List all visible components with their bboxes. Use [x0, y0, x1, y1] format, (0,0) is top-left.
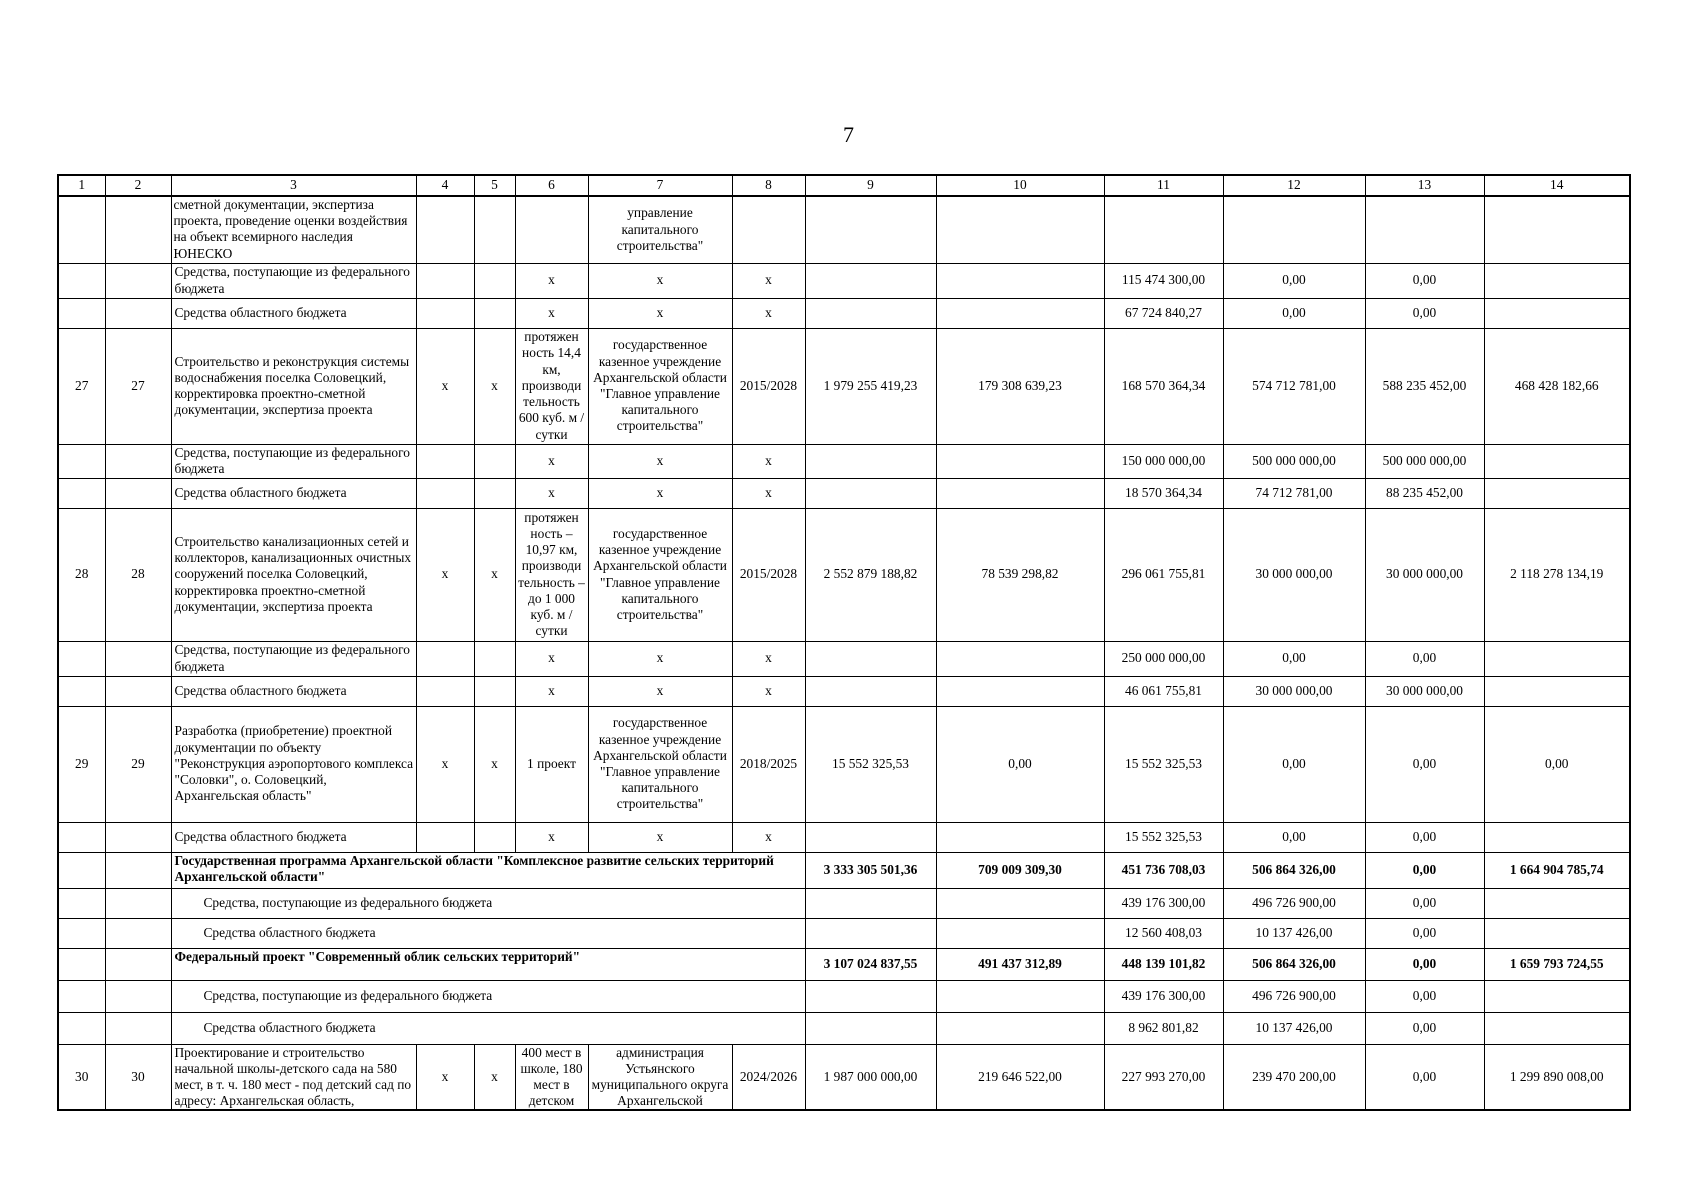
table-cell-col7: x — [588, 263, 732, 298]
table-cell-col2: 28 — [105, 508, 171, 641]
table-cell-col13: 0,00 — [1365, 980, 1484, 1012]
table-header-row — [58, 175, 1630, 196]
table-cell-col1 — [58, 196, 105, 263]
table-cell-col1 — [58, 948, 105, 980]
table-cell-col10 — [936, 822, 1104, 852]
table-cell-col9 — [805, 444, 936, 478]
table-cell-col11: 12 560 408,03 — [1104, 918, 1223, 948]
table-cell-col10: 179 308 639,23 — [936, 328, 1104, 444]
summary-row — [58, 918, 1630, 948]
table-row — [58, 444, 1630, 478]
table-cell-col3: сметной документации, экспертиза проекта, проведение оценки воздействия на объект всемирного наследия ЮНЕСКО — [171, 196, 416, 263]
table-cell-col13: 0,00 — [1365, 888, 1484, 918]
table-cell-col2: 27 — [105, 328, 171, 444]
table-cell-col2 — [105, 888, 171, 918]
table-cell-col1 — [58, 641, 105, 676]
table-cell-col3: Строительство канализационных сетей и коллекторов, канализационных очистных сооружений поселка Соловецкий, корректировка проектно-сметной документации, экспертиза проекта — [171, 508, 416, 641]
table-cell-col9 — [805, 478, 936, 508]
table-cell-col13: 0,00 — [1365, 1012, 1484, 1044]
table-cell-col2 — [105, 478, 171, 508]
table-cell-col1 — [58, 263, 105, 298]
table-cell-col9: 15 552 325,53 — [805, 706, 936, 822]
table-cell-col2 — [105, 676, 171, 706]
table-row — [58, 641, 1630, 676]
table-cell-col11: 18 570 364,34 — [1104, 478, 1223, 508]
summary-label: Федеральный проект "Современный облик сельских территорий" — [171, 948, 805, 980]
table-cell-col7: государственное казенное учреждение Архангельской области "Главное управление капитального строительства" — [588, 328, 732, 444]
table-cell-col11: 46 061 755,81 — [1104, 676, 1223, 706]
table-cell-col9: 1 979 255 419,23 — [805, 328, 936, 444]
page-number: 7 — [843, 122, 854, 147]
table-cell-col4 — [416, 822, 474, 852]
table-cell-col10 — [936, 888, 1104, 918]
table-cell-col13: 0,00 — [1365, 706, 1484, 822]
column-header: 8 — [732, 175, 805, 196]
table-cell-col14 — [1484, 888, 1630, 918]
table-cell-col2 — [105, 918, 171, 948]
table-cell-col12: 0,00 — [1223, 706, 1365, 822]
table-cell-col1 — [58, 298, 105, 328]
table-cell-col8 — [732, 196, 805, 263]
table-row — [58, 676, 1630, 706]
table-cell-col6: x — [515, 822, 588, 852]
column-header: 6 — [515, 175, 588, 196]
table-cell-col11: 227 993 270,00 — [1104, 1044, 1223, 1110]
table-cell-col13 — [1365, 196, 1484, 263]
column-header: 2 — [105, 175, 171, 196]
table-cell-col5 — [474, 196, 515, 263]
table-cell-col11: 439 176 300,00 — [1104, 980, 1223, 1012]
table-cell-col1 — [58, 888, 105, 918]
table-cell-col12 — [1223, 196, 1365, 263]
table-cell-col2 — [105, 1012, 171, 1044]
table-cell-col3: Строительство и реконструкция системы водоснабжения поселка Соловецкий, корректировка проектно-сметной документации, экспертиза проекта — [171, 328, 416, 444]
column-header: 3 — [171, 175, 416, 196]
column-header: 12 — [1223, 175, 1365, 196]
table-cell-col2: 30 — [105, 1044, 171, 1110]
column-header: 4 — [416, 175, 474, 196]
table-cell-col12: 0,00 — [1223, 263, 1365, 298]
table-cell-col13: 88 235 452,00 — [1365, 478, 1484, 508]
table-cell-col10 — [936, 263, 1104, 298]
table-cell-col9 — [805, 980, 936, 1012]
table-cell-col1 — [58, 822, 105, 852]
table-cell-col13: 0,00 — [1365, 298, 1484, 328]
column-header: 13 — [1365, 175, 1484, 196]
summary-row — [58, 888, 1630, 918]
table-cell-col13: 0,00 — [1365, 918, 1484, 948]
table-cell-col3: Средства областного бюджета — [171, 298, 416, 328]
table-cell-col9 — [805, 1012, 936, 1044]
table-cell-col9: 1 987 000 000,00 — [805, 1044, 936, 1110]
table-cell-col10 — [936, 980, 1104, 1012]
table-cell-col10 — [936, 196, 1104, 263]
table-cell-col8: 2015/2028 — [732, 328, 805, 444]
table-cell-col11: 67 724 840,27 — [1104, 298, 1223, 328]
table-cell-col1: 30 — [58, 1044, 105, 1110]
table-cell-col4: x — [416, 1044, 474, 1110]
table-row — [58, 196, 1630, 263]
table-cell-col10: 491 437 312,89 — [936, 948, 1104, 980]
table-cell-col8: x — [732, 263, 805, 298]
table-cell-col5 — [474, 641, 515, 676]
table-cell-col5 — [474, 822, 515, 852]
table-row — [58, 822, 1630, 852]
table-cell-col7: x — [588, 676, 732, 706]
table-cell-col1 — [58, 852, 105, 888]
table-cell-col1 — [58, 918, 105, 948]
table-cell-col13: 0,00 — [1365, 263, 1484, 298]
summary-label: Средства областного бюджета — [171, 918, 805, 948]
table-cell-col11: 250 000 000,00 — [1104, 641, 1223, 676]
table-cell-col2 — [105, 263, 171, 298]
table-cell-col6: 1 проект — [515, 706, 588, 822]
table-cell-col10: 219 646 522,00 — [936, 1044, 1104, 1110]
table-row — [58, 263, 1630, 298]
table-cell-col8: x — [732, 444, 805, 478]
table-cell-col8: x — [732, 478, 805, 508]
table-cell-col12: 496 726 900,00 — [1223, 888, 1365, 918]
table-cell-col1 — [58, 478, 105, 508]
summary-row — [58, 1012, 1630, 1044]
table-cell-col5: x — [474, 706, 515, 822]
table-cell-col10 — [936, 1012, 1104, 1044]
table-cell-col6: протяжен ность 14,4 км, производи тельность 600 куб. м / сутки — [515, 328, 588, 444]
table-row — [58, 298, 1630, 328]
table-cell-col13: 0,00 — [1365, 852, 1484, 888]
table-cell-col5 — [474, 676, 515, 706]
table-cell-col4 — [416, 298, 474, 328]
table-cell-col1 — [58, 676, 105, 706]
table-cell-col7: x — [588, 641, 732, 676]
table-cell-col7: управление капитального строительства" — [588, 196, 732, 263]
table-cell-col14: 1 659 793 724,55 — [1484, 948, 1630, 980]
table-cell-col1 — [58, 444, 105, 478]
table-cell-col7: государственное казенное учреждение Архангельской области "Главное управление капитального строительства" — [588, 508, 732, 641]
table-cell-col3: Средства, поступающие из федерального бюджета — [171, 263, 416, 298]
table-cell-col8: x — [732, 822, 805, 852]
table-cell-col3: Средства областного бюджета — [171, 478, 416, 508]
table-cell-col7: x — [588, 444, 732, 478]
table-cell-col14 — [1484, 1012, 1630, 1044]
table-cell-col12: 0,00 — [1223, 298, 1365, 328]
table-cell-col2 — [105, 822, 171, 852]
table-cell-col14 — [1484, 822, 1630, 852]
table-cell-col14 — [1484, 641, 1630, 676]
table-cell-col12: 239 470 200,00 — [1223, 1044, 1365, 1110]
table-cell-col4 — [416, 641, 474, 676]
table-cell-col13: 0,00 — [1365, 948, 1484, 980]
table-cell-col9 — [805, 888, 936, 918]
table-cell-col7: государственное казенное учреждение Архангельской области "Главное управление капитального строительства" — [588, 706, 732, 822]
column-header: 7 — [588, 175, 732, 196]
table-cell-col2 — [105, 641, 171, 676]
table-cell-col12: 30 000 000,00 — [1223, 676, 1365, 706]
table-cell-col10 — [936, 298, 1104, 328]
table-cell-col10 — [936, 676, 1104, 706]
table-cell-col10 — [936, 641, 1104, 676]
table-cell-col7: x — [588, 478, 732, 508]
table-cell-col9 — [805, 196, 936, 263]
table-cell-col6: x — [515, 478, 588, 508]
table-row — [58, 1044, 1630, 1110]
column-header: 5 — [474, 175, 515, 196]
table-cell-col5: x — [474, 328, 515, 444]
table-cell-col8: 2024/2026 — [732, 1044, 805, 1110]
table-cell-col2 — [105, 948, 171, 980]
table-row — [58, 508, 1630, 641]
table-cell-col4 — [416, 478, 474, 508]
table-cell-col9 — [805, 676, 936, 706]
table-cell-col8: x — [732, 676, 805, 706]
table-cell-col11: 15 552 325,53 — [1104, 822, 1223, 852]
table-cell-col14 — [1484, 298, 1630, 328]
column-header: 14 — [1484, 175, 1630, 196]
table-cell-col2 — [105, 196, 171, 263]
table-cell-col11: 439 176 300,00 — [1104, 888, 1223, 918]
summary-row — [58, 948, 1630, 980]
table-cell-col12: 500 000 000,00 — [1223, 444, 1365, 478]
table-cell-col3: Проектирование и строительство начальной школы-детского сада на 580 мест, в т. ч. 180 мест - под детский сад по адресу: Архангельская область, — [171, 1044, 416, 1110]
table-cell-col2: 29 — [105, 706, 171, 822]
table-cell-col13: 30 000 000,00 — [1365, 508, 1484, 641]
summary-row — [58, 852, 1630, 888]
table-cell-col7: x — [588, 822, 732, 852]
table-cell-col14: 0,00 — [1484, 706, 1630, 822]
table-cell-col8: x — [732, 641, 805, 676]
table-cell-col4 — [416, 196, 474, 263]
table-cell-col6: 400 мест в школе, 180 мест в детском — [515, 1044, 588, 1110]
table-cell-col9: 3 107 024 837,55 — [805, 948, 936, 980]
table-cell-col9: 2 552 879 188,82 — [805, 508, 936, 641]
table-cell-col3: Средства областного бюджета — [171, 676, 416, 706]
table-cell-col1 — [58, 980, 105, 1012]
table-cell-col3: Средства областного бюджета — [171, 822, 416, 852]
table-cell-col7: x — [588, 298, 732, 328]
table-cell-col4: x — [416, 706, 474, 822]
table-cell-col10: 0,00 — [936, 706, 1104, 822]
table-cell-col13: 500 000 000,00 — [1365, 444, 1484, 478]
budget-table — [57, 174, 1631, 1111]
table-cell-col10 — [936, 444, 1104, 478]
table-cell-col5: x — [474, 508, 515, 641]
table-cell-col14 — [1484, 918, 1630, 948]
table-cell-col9: 3 333 305 501,36 — [805, 852, 936, 888]
table-cell-col11: 168 570 364,34 — [1104, 328, 1223, 444]
table-cell-col2 — [105, 298, 171, 328]
table-cell-col9 — [805, 263, 936, 298]
summary-label: Государственная программа Архангельской области "Комплексное развитие сельских территорий Архангельской области" — [171, 852, 805, 888]
table-cell-col14 — [1484, 478, 1630, 508]
table-cell-col14 — [1484, 676, 1630, 706]
table-cell-col3: Средства, поступающие из федерального бюджета — [171, 641, 416, 676]
table-cell-col5 — [474, 263, 515, 298]
table-cell-col12: 10 137 426,00 — [1223, 918, 1365, 948]
table-cell-col5 — [474, 298, 515, 328]
table-cell-col8: x — [732, 298, 805, 328]
table-cell-col11: 15 552 325,53 — [1104, 706, 1223, 822]
table-cell-col14 — [1484, 444, 1630, 478]
table-cell-col11: 296 061 755,81 — [1104, 508, 1223, 641]
table-cell-col12: 0,00 — [1223, 822, 1365, 852]
table-cell-col11: 8 962 801,82 — [1104, 1012, 1223, 1044]
summary-label: Средства, поступающие из федерального бюджета — [171, 888, 805, 918]
table-cell-col13: 588 235 452,00 — [1365, 328, 1484, 444]
table-cell-col5: x — [474, 1044, 515, 1110]
table-cell-col1 — [58, 1012, 105, 1044]
table-cell-col6: x — [515, 298, 588, 328]
table-cell-col12: 74 712 781,00 — [1223, 478, 1365, 508]
table-cell-col4: x — [416, 508, 474, 641]
table-cell-col14: 2 118 278 134,19 — [1484, 508, 1630, 641]
table-cell-col13: 30 000 000,00 — [1365, 676, 1484, 706]
table-cell-col2 — [105, 852, 171, 888]
table-cell-col12: 30 000 000,00 — [1223, 508, 1365, 641]
table-cell-col12: 506 864 326,00 — [1223, 852, 1365, 888]
table-cell-col10 — [936, 918, 1104, 948]
table-cell-col14 — [1484, 980, 1630, 1012]
table-cell-col5 — [474, 478, 515, 508]
table-cell-col14: 468 428 182,66 — [1484, 328, 1630, 444]
table-cell-col9 — [805, 918, 936, 948]
table-cell-col11: 115 474 300,00 — [1104, 263, 1223, 298]
table-cell-col6: x — [515, 641, 588, 676]
table-cell-col8: 2015/2028 — [732, 508, 805, 641]
table-cell-col4 — [416, 444, 474, 478]
table-cell-col11 — [1104, 196, 1223, 263]
table-cell-col1: 29 — [58, 706, 105, 822]
table-row — [58, 706, 1630, 822]
summary-row — [58, 980, 1630, 1012]
table-cell-col14: 1 664 904 785,74 — [1484, 852, 1630, 888]
table-cell-col1: 27 — [58, 328, 105, 444]
table-cell-col12: 496 726 900,00 — [1223, 980, 1365, 1012]
table-cell-col13: 0,00 — [1365, 822, 1484, 852]
table-cell-col6: протяжен ность – 10,97 км, производи тельность – до 1 000 куб. м / сутки — [515, 508, 588, 641]
column-header: 1 — [58, 175, 105, 196]
table-cell-col4 — [416, 676, 474, 706]
table-cell-col3: Разработка (приобретение) проектной документации по объекту "Реконструкция аэропортового комплекса "Соловки", о. Соловецкий, Архангельская область" — [171, 706, 416, 822]
table-cell-col12: 574 712 781,00 — [1223, 328, 1365, 444]
table-cell-col6: x — [515, 676, 588, 706]
table-cell-col2 — [105, 444, 171, 478]
summary-label: Средства областного бюджета — [171, 1012, 805, 1044]
table-cell-col2 — [105, 980, 171, 1012]
table-cell-col10 — [936, 478, 1104, 508]
table-cell-col9 — [805, 298, 936, 328]
column-header: 9 — [805, 175, 936, 196]
table-cell-col13: 0,00 — [1365, 641, 1484, 676]
table-cell-col14 — [1484, 196, 1630, 263]
table-cell-col3: Средства, поступающие из федерального бюджета — [171, 444, 416, 478]
table-cell-col10: 709 009 309,30 — [936, 852, 1104, 888]
table-cell-col7: администрация Устьянского муниципального округа Архангельской — [588, 1044, 732, 1110]
column-header: 11 — [1104, 175, 1223, 196]
table-cell-col14 — [1484, 263, 1630, 298]
table-cell-col9 — [805, 641, 936, 676]
table-cell-col6: x — [515, 444, 588, 478]
table-cell-col12: 0,00 — [1223, 641, 1365, 676]
table-cell-col10: 78 539 298,82 — [936, 508, 1104, 641]
table-cell-col6 — [515, 196, 588, 263]
table-cell-col6: x — [515, 263, 588, 298]
table-cell-col4 — [416, 263, 474, 298]
table-cell-col4: x — [416, 328, 474, 444]
table-row — [58, 328, 1630, 444]
table-cell-col1: 28 — [58, 508, 105, 641]
column-header: 10 — [936, 175, 1104, 196]
table-row — [58, 478, 1630, 508]
table-cell-col11: 451 736 708,03 — [1104, 852, 1223, 888]
table-cell-col8: 2018/2025 — [732, 706, 805, 822]
summary-label: Средства, поступающие из федерального бюджета — [171, 980, 805, 1012]
table-cell-col5 — [474, 444, 515, 478]
table-cell-col14: 1 299 890 008,00 — [1484, 1044, 1630, 1110]
table-cell-col13: 0,00 — [1365, 1044, 1484, 1110]
table-cell-col12: 506 864 326,00 — [1223, 948, 1365, 980]
table-cell-col11: 448 139 101,82 — [1104, 948, 1223, 980]
table-cell-col9 — [805, 822, 936, 852]
table-cell-col11: 150 000 000,00 — [1104, 444, 1223, 478]
table-cell-col12: 10 137 426,00 — [1223, 1012, 1365, 1044]
